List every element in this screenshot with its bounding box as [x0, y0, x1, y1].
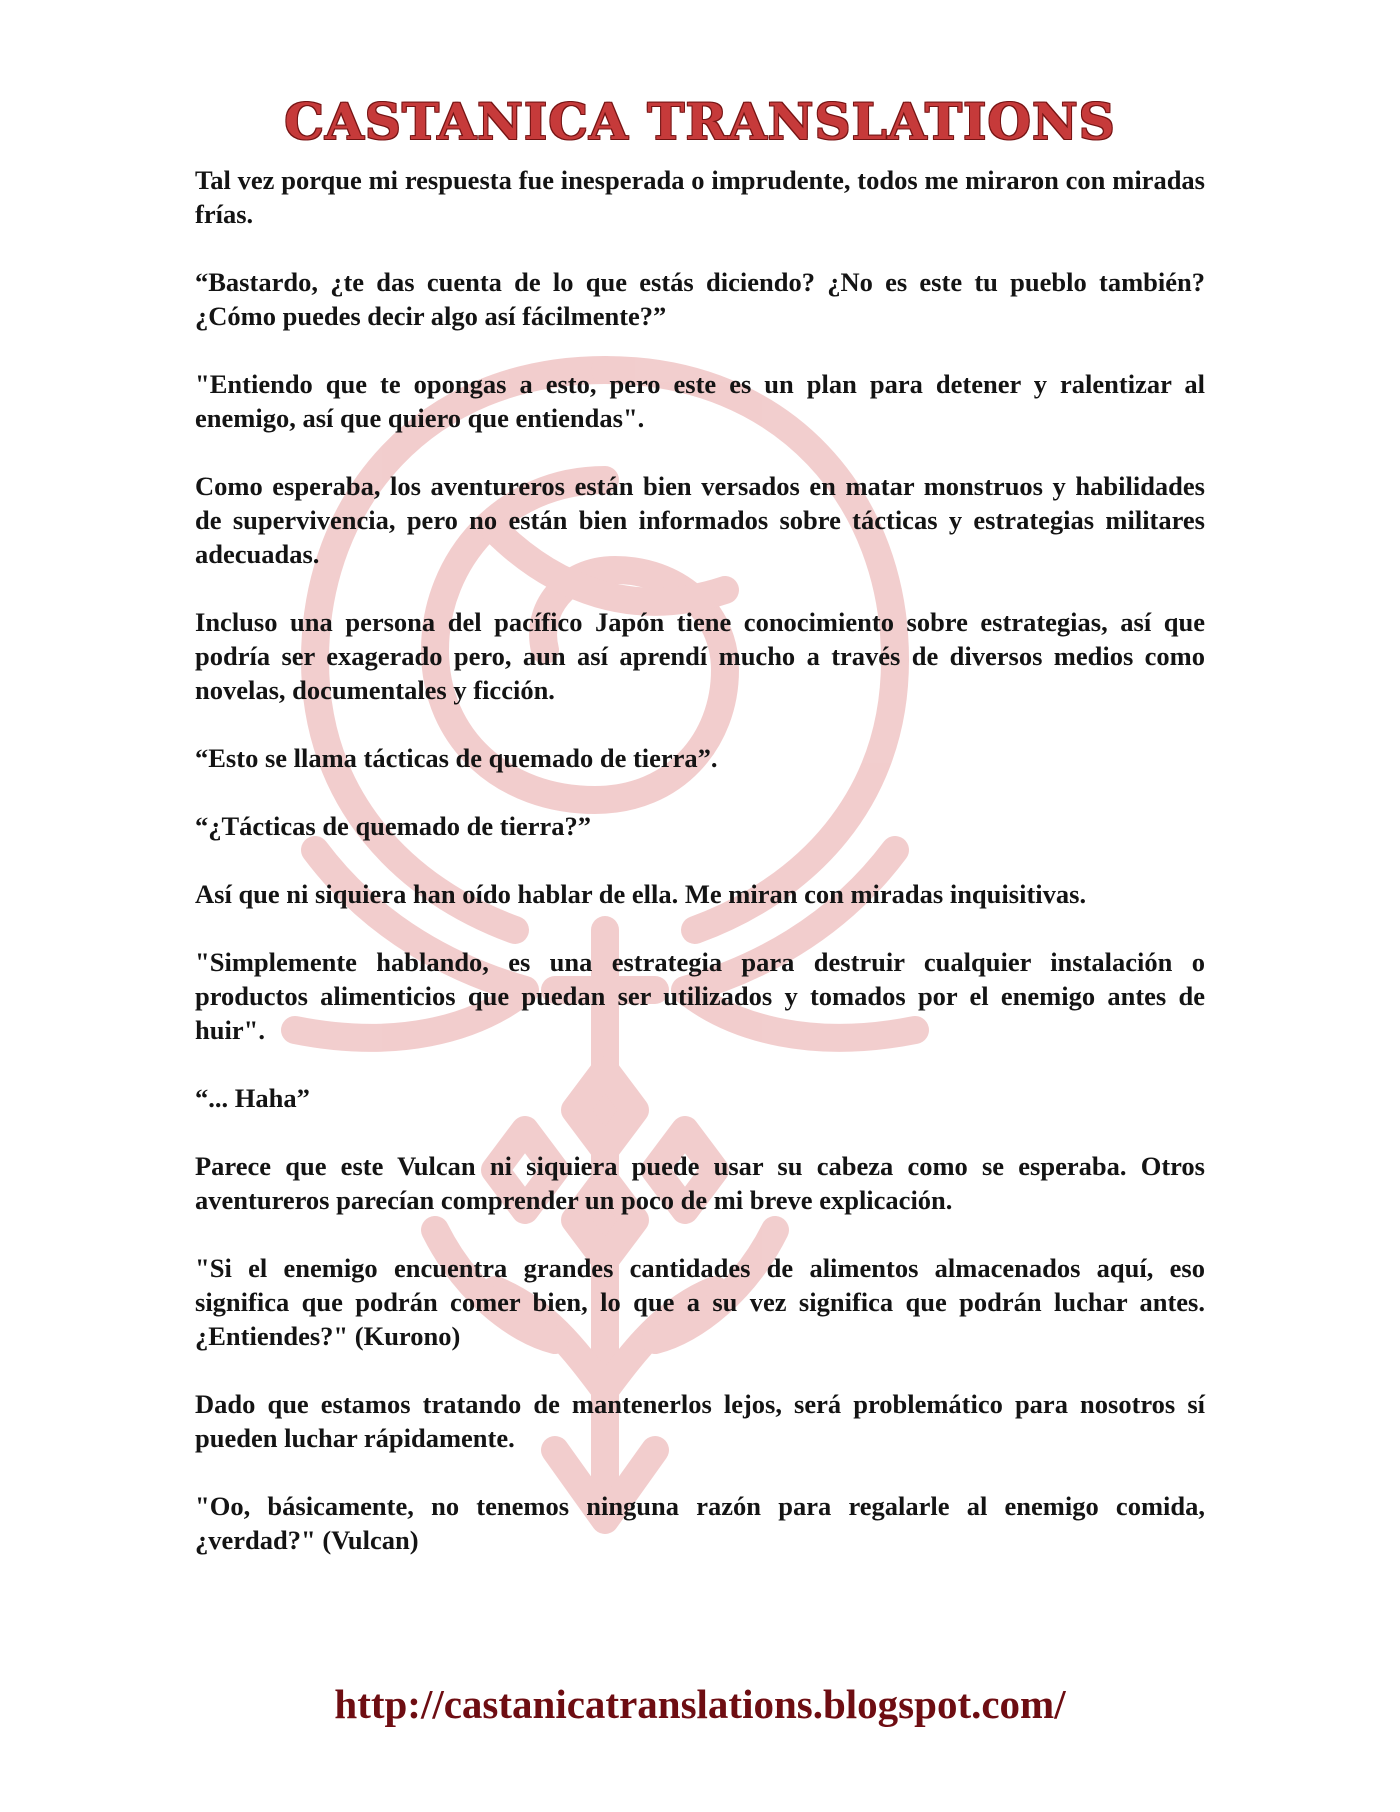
page-header — [0, 92, 1400, 151]
paragraph: Incluso una persona del pacífico Japón tiene conocimiento sobre estrategias, así que podría ser exagerado pero, aun así aprendí mucho a través de diversos medios como novelas, documentales y ficción. — [195, 607, 1205, 705]
paragraph: “... Haha” — [195, 1083, 310, 1113]
paragraph: Así que ni siquiera han oído hablar de ella. Me miran con miradas inquisitivas. — [195, 879, 1087, 909]
paragraph: "Entiendo que te opongas a esto, pero este es un plan para detener y ralentizar al enemigo, así que quiero que entiendas". — [195, 369, 1205, 433]
page-title: CASTANICA TRANSLATIONS — [284, 92, 1116, 151]
paragraph: "Simplemente hablando, es una estrategia para destruir cualquier instalación o productos alimenticios que puedan ser utilizados y tomados por el enemigo antes de huir". — [195, 947, 1205, 1045]
paragraph: “Bastardo, ¿te das cuenta de lo que estás diciendo? ¿No es este tu pueblo también? ¿Cómo puedes decir algo así fácilmente?” — [195, 267, 1205, 331]
paragraph: "Si el enemigo encuentra grandes cantidades de alimentos almacenados aquí, eso significa que podrán comer bien, lo que a su vez significa que podrán luchar antes. ¿Entiendes?" (Kurono) — [195, 1253, 1205, 1351]
document-body — [195, 163, 1205, 1591]
paragraph: "Oo, básicamente, no tenemos ninguna razón para regalarle al enemigo comida, ¿verdad?" (Vulcan) — [195, 1491, 1205, 1555]
paragraph: “Esto se llama tácticas de quemado de tierra”. — [195, 743, 718, 773]
paragraph: Dado que estamos tratando de mantenerlos lejos, será problemático para nosotros sí pueden luchar rápidamente. — [195, 1389, 1205, 1453]
paragraph: Parece que este Vulcan ni siquiera puede usar su cabeza como se esperaba. Otros aventureros parecían comprender un poco de mi breve explicación. — [195, 1151, 1205, 1215]
paragraph: Como esperaba, los aventureros están bien versados en matar monstruos y habilidades de supervivencia, pero no están bien informados sobre tácticas y estrategias militares adecuadas. — [195, 471, 1205, 569]
paragraph: Tal vez porque mi respuesta fue inesperada o imprudente, todos me miraron con miradas frías. — [195, 165, 1205, 229]
paragraph: “¿Tácticas de quemado de tierra?” — [195, 811, 591, 841]
blog-url-link[interactable]: http://castanicatranslations.blogspot.com/ — [334, 1681, 1066, 1727]
page-footer — [0, 1680, 1400, 1728]
